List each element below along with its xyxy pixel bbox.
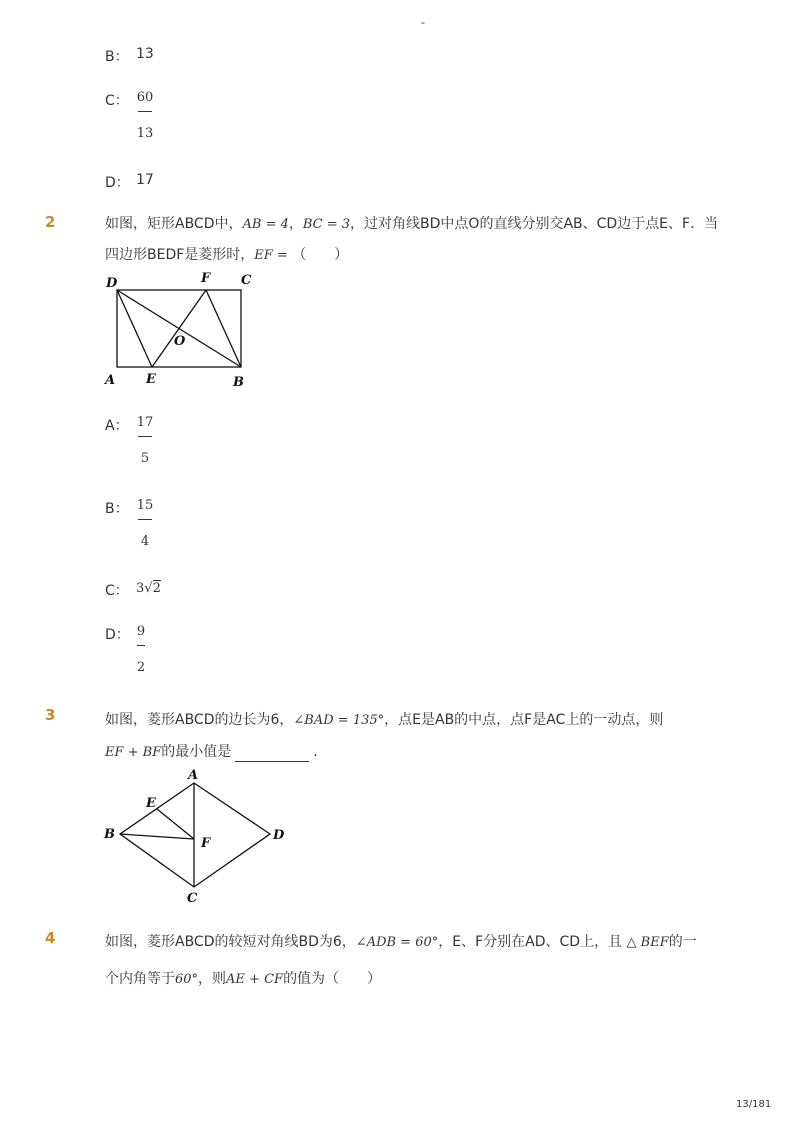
label-a: A: [188, 768, 199, 783]
text-segment: ，则: [198, 971, 227, 987]
answer-paren: （ ）: [292, 247, 349, 263]
answer-blank[interactable]: [235, 747, 309, 762]
option-b-letter: B：: [105, 49, 129, 65]
option-b-letter: B：: [105, 501, 129, 517]
option-a-letter: A：: [105, 418, 129, 434]
text-segment: ，点E是AB的中点，点F是AC上的一动点，则: [384, 712, 664, 728]
option-c-radical: [136, 581, 161, 596]
radicand: 2: [152, 581, 161, 596]
option-d-letter: D：: [105, 627, 130, 643]
text-segment: .: [313, 744, 318, 760]
text-segment: 个内角等于: [105, 971, 175, 987]
question-text-line2: [105, 743, 318, 762]
radical-coefficient: 3: [136, 581, 145, 596]
fraction-bar: [138, 519, 152, 520]
question-text-line2: [105, 970, 381, 989]
text-segment: ，E、F分别在AD、CD上，且: [438, 934, 623, 950]
label-a: A: [105, 373, 116, 388]
fraction-denominator: 13: [136, 126, 154, 141]
label-e: E: [146, 796, 156, 811]
label-f: F: [201, 271, 211, 286]
text-segment: ，过对角线BD中点O的直线分别交AB、CD边于点E、F．当: [350, 216, 719, 232]
sqrt-sign: √: [144, 581, 153, 596]
option-d-value: 17: [136, 172, 154, 188]
label-e: E: [146, 372, 156, 387]
fraction-bar: [138, 436, 152, 437]
option-d-letter: D：: [105, 175, 130, 191]
math-angle: ∠BAD = 135°: [293, 713, 385, 728]
option-a-fraction: [135, 414, 155, 468]
math-bc: BC = 3: [302, 217, 351, 232]
fraction-bar: [138, 111, 152, 112]
fraction-bar: [137, 645, 145, 646]
option-c-letter: C：: [105, 583, 129, 599]
text-segment: 如图，矩形ABCD中，: [105, 216, 243, 232]
math-ef: EF =: [254, 248, 288, 263]
fraction-denominator: 4: [140, 534, 150, 549]
text-segment: 如图，菱形ABCD的边长为6，: [105, 712, 294, 728]
question-text-line2: [105, 246, 348, 265]
question-number: 4: [45, 929, 56, 947]
option-b-fraction: [135, 497, 155, 551]
fraction-numerator: 60: [136, 90, 154, 105]
question-text-line1: [105, 933, 697, 952]
label-c: C: [241, 273, 252, 288]
question-number: 2: [45, 213, 56, 231]
page-number: 13/181: [736, 1099, 772, 1110]
text-segment: 的值为（ ）: [283, 971, 382, 987]
math-degree: 60°: [175, 972, 199, 987]
fraction-numerator: 15: [136, 498, 154, 513]
rectangle-figure: [100, 268, 260, 390]
fraction-denominator: 5: [140, 451, 150, 466]
math-expr: EF + BF: [105, 745, 162, 760]
text-segment: 的最小值是: [161, 744, 232, 760]
header-mark: -: [421, 16, 425, 29]
fraction-denominator: 2: [136, 660, 146, 675]
option-b-value: 13: [136, 46, 154, 62]
fraction-numerator: 17: [136, 415, 154, 430]
label-b: B: [104, 827, 115, 842]
label-f: F: [201, 836, 211, 851]
option-d-fraction: [131, 623, 151, 677]
math-ab: AB = 4: [242, 217, 289, 232]
label-d: D: [106, 276, 118, 291]
question-text-line1: [105, 215, 718, 234]
question-text-line1: [105, 711, 663, 730]
option-c-fraction: [135, 89, 155, 143]
text-segment: 四边形BEDF是菱形时，: [105, 247, 255, 263]
option-c-letter: C：: [105, 93, 129, 109]
text-segment: 如图，菱形ABCD的较短对角线BD为6，: [105, 934, 356, 950]
math-triangle: △ BEF: [626, 935, 669, 950]
label-d: D: [273, 828, 285, 843]
rhombus-figure: [98, 764, 298, 906]
label-c: C: [187, 891, 198, 906]
label-o: O: [174, 334, 186, 349]
question-number: 3: [45, 706, 56, 724]
text-segment: ，: [288, 216, 303, 232]
math-expr: AE + CF: [226, 972, 284, 987]
fraction-numerator: 9: [136, 624, 146, 639]
text-segment: 的一: [668, 934, 697, 950]
math-angle: ∠ADB = 60°: [355, 935, 439, 950]
label-b: B: [233, 375, 244, 390]
